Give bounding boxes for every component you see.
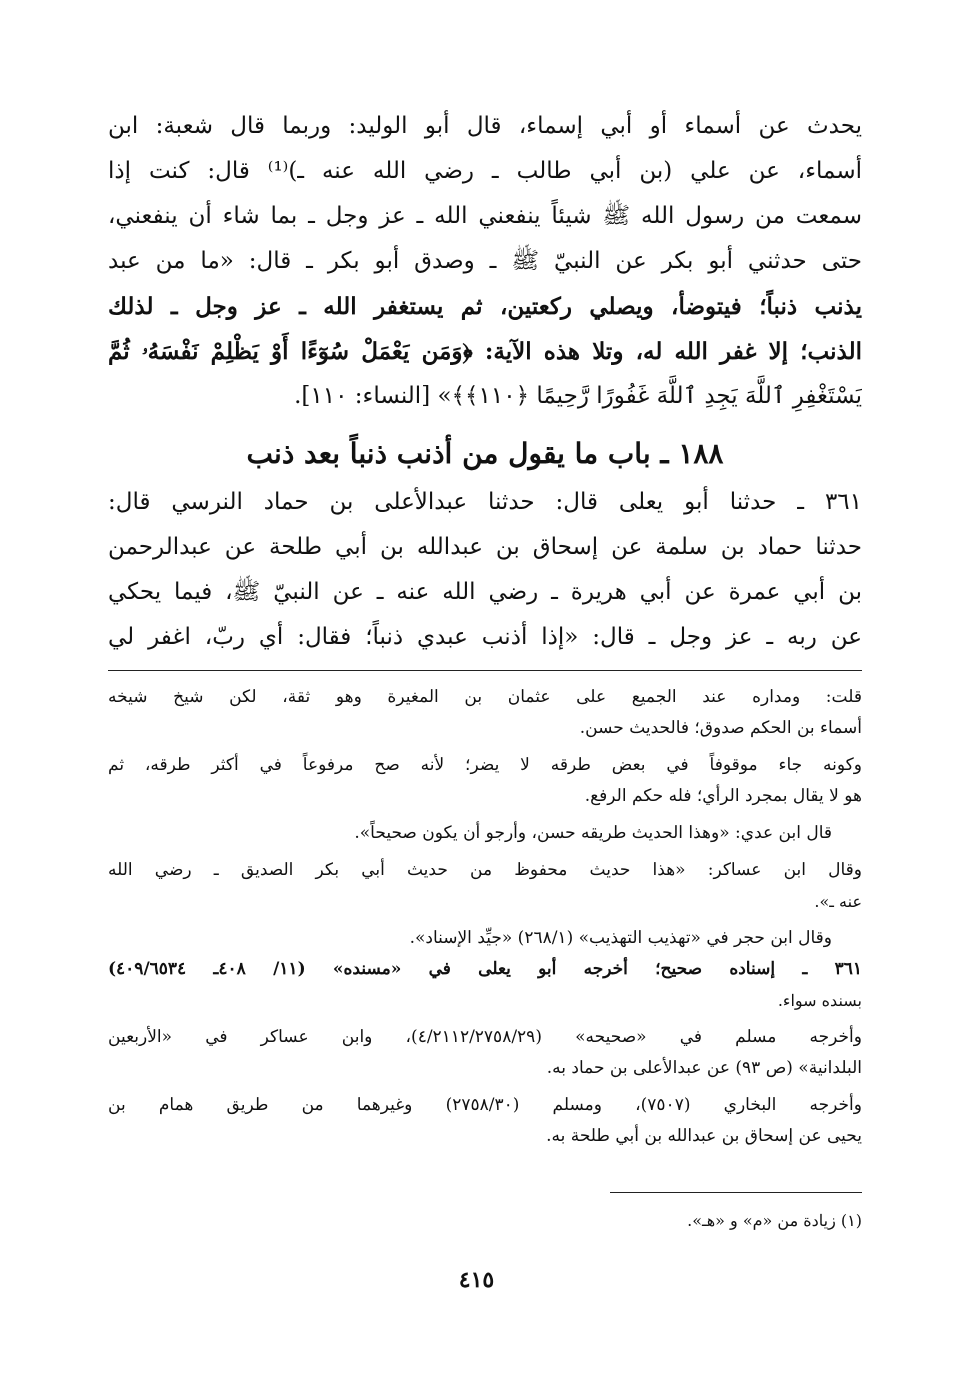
commentary-paragraph bbox=[108, 1022, 862, 1084]
commentary-line: البلدانية» (ص ٩٣) عن عبدالأعلى بن حماد به. bbox=[546, 1058, 862, 1078]
commentary-paragraph bbox=[108, 750, 862, 812]
commentary-line: عنه ـ». bbox=[814, 892, 862, 911]
commentary-line: وقال ابن عساكر: «هذا حديث محفوظ من حديث أبي بكر الصديق ـ رضي الله bbox=[108, 860, 862, 880]
main-text-line: سمعت من رسول الله ﷺ شيئاً ينفعني الله ـ عز وجل ـ بما شاء أن ينفعني، bbox=[108, 203, 862, 229]
commentary-line: وقال ابن حجر في «تهذيب التهذيب» (٢٦٨/١) «جيِّد الإسناد». bbox=[409, 928, 832, 948]
footnote: (١) زيادة من «م» و «هـ». bbox=[687, 1211, 862, 1230]
main-text-line: حتى حدثني أبو بكر عن النبيّ ﷺ ـ وصدق أبو بكر ـ قال: «ما من عبد bbox=[108, 248, 862, 274]
commentary-line: هو لا يقال بمجرد الرأي؛ فله حكم الرفع. bbox=[584, 786, 862, 806]
hadith-text-line: ٣٦١ ـ حدثنا أبو يعلى قال: حدثنا عبدالأعلى بن حماد النرسي قال: bbox=[108, 489, 862, 515]
main-text-line: يحدث عن أسماء أو أبي إسماء، قال أبو الوليد: وربما قال شعبة: ابن bbox=[108, 113, 862, 139]
main-text-line: الذنب؛ إلا غفر الله له، وتلا هذه الآية: ﴿وَمَن يَعْمَلْ سُوٓءًا أَوْ يَظْلِمْ نَفْسَهُۥ ثُمَّ bbox=[108, 338, 862, 365]
hadith-text-block bbox=[108, 480, 862, 660]
commentary-block bbox=[108, 682, 862, 1152]
commentary-line: بسنده سواء. bbox=[777, 991, 862, 1010]
commentary-line: قلت: ومداره عند الجميع على عثمان بن المغيرة وهو ثقة، لكن شيخ شيخه bbox=[108, 687, 862, 707]
commentary-line: قال ابن عدي: «وهذا الحديث طريقه حسن، وأرجو أن يكون صحيحاً». bbox=[354, 823, 832, 843]
main-text-block bbox=[108, 104, 862, 419]
hadith-text-line: عن ربه ـ عز وجل ـ قال: «إذا أذنب عبدي ذنباً؛ فقال: أي ربّ، اغفر لي bbox=[108, 624, 862, 650]
commentary-line: يحيى عن إسحاق بن عبدالله بن أبي طلحة به. bbox=[546, 1126, 862, 1146]
commentary-paragraph bbox=[108, 1090, 862, 1152]
commentary-line: ٣٦١ ـ إسناده صحيح؛ أخرجه أبو يعلى في «مسنده» (١١/ ٤٠٨ـ ٤٠٩/٦٥٣٤) bbox=[108, 959, 862, 979]
main-text-separator bbox=[108, 670, 862, 671]
commentary-line: وكونه جاء موقوفاً في بعض طرقه لا يضر؛ لأنه صح مرفوعاً في أكثر طرقه، ثم bbox=[108, 755, 862, 775]
hadith-text-line: بن أبي عمرة عن أبي هريرة ـ رضي الله عنه ـ عن النبيّ ﷺ، فيما يحكي bbox=[108, 579, 862, 605]
commentary-line: وأخرجه مسلم في «صحيحه» (٤/٢١١٢/٢٧٥٨/٢٩)، وابن عساكر في «الأربعين bbox=[108, 1027, 862, 1047]
commentary-paragraph bbox=[108, 818, 862, 849]
footnote-separator bbox=[610, 1192, 862, 1193]
commentary-paragraph bbox=[108, 682, 862, 744]
commentary-line: وأخرجه البخاري (٧٥٠٧)، ومسلم (٢٧٥٨/٣٠) وغيرهما من طريق همام بن bbox=[108, 1095, 862, 1115]
commentary-line: أسماء بن الحكم صدوق؛ فالحديث حسن. bbox=[579, 718, 862, 738]
hadith-text-line: حدثنا حماد بن سلمة عن إسحاق بن عبدالله بن أبي طلحة عن عبدالرحمن bbox=[108, 534, 862, 560]
commentary-paragraph bbox=[108, 855, 862, 917]
main-text-line: يذنب ذنباً؛ فيتوضأ، ويصلي ركعتين، ثم يستغفر الله ـ عز وجل ـ لذلك bbox=[108, 293, 862, 320]
commentary-paragraph bbox=[108, 923, 862, 954]
page-number: ٤١٥ bbox=[458, 1267, 495, 1293]
main-text-line: يَسْتَغْفِرِ ٱللَّهَ يَجِدِ ٱللَّهَ غَفُورًا رَّحِيمًا ﴿١١٠﴾﴾» [النساء: ١١٠]. bbox=[294, 383, 862, 409]
section-heading: ١٨٨ ـ باب ما يقول من أذنب ذنباً بعد ذنب bbox=[246, 437, 724, 470]
main-text-line: أسماء، عن علي (بن أبي طالب ـ رضي الله عنه ـ)⁽¹⁾ قال: كنت إذا bbox=[108, 158, 862, 184]
commentary-paragraph bbox=[108, 954, 862, 1016]
